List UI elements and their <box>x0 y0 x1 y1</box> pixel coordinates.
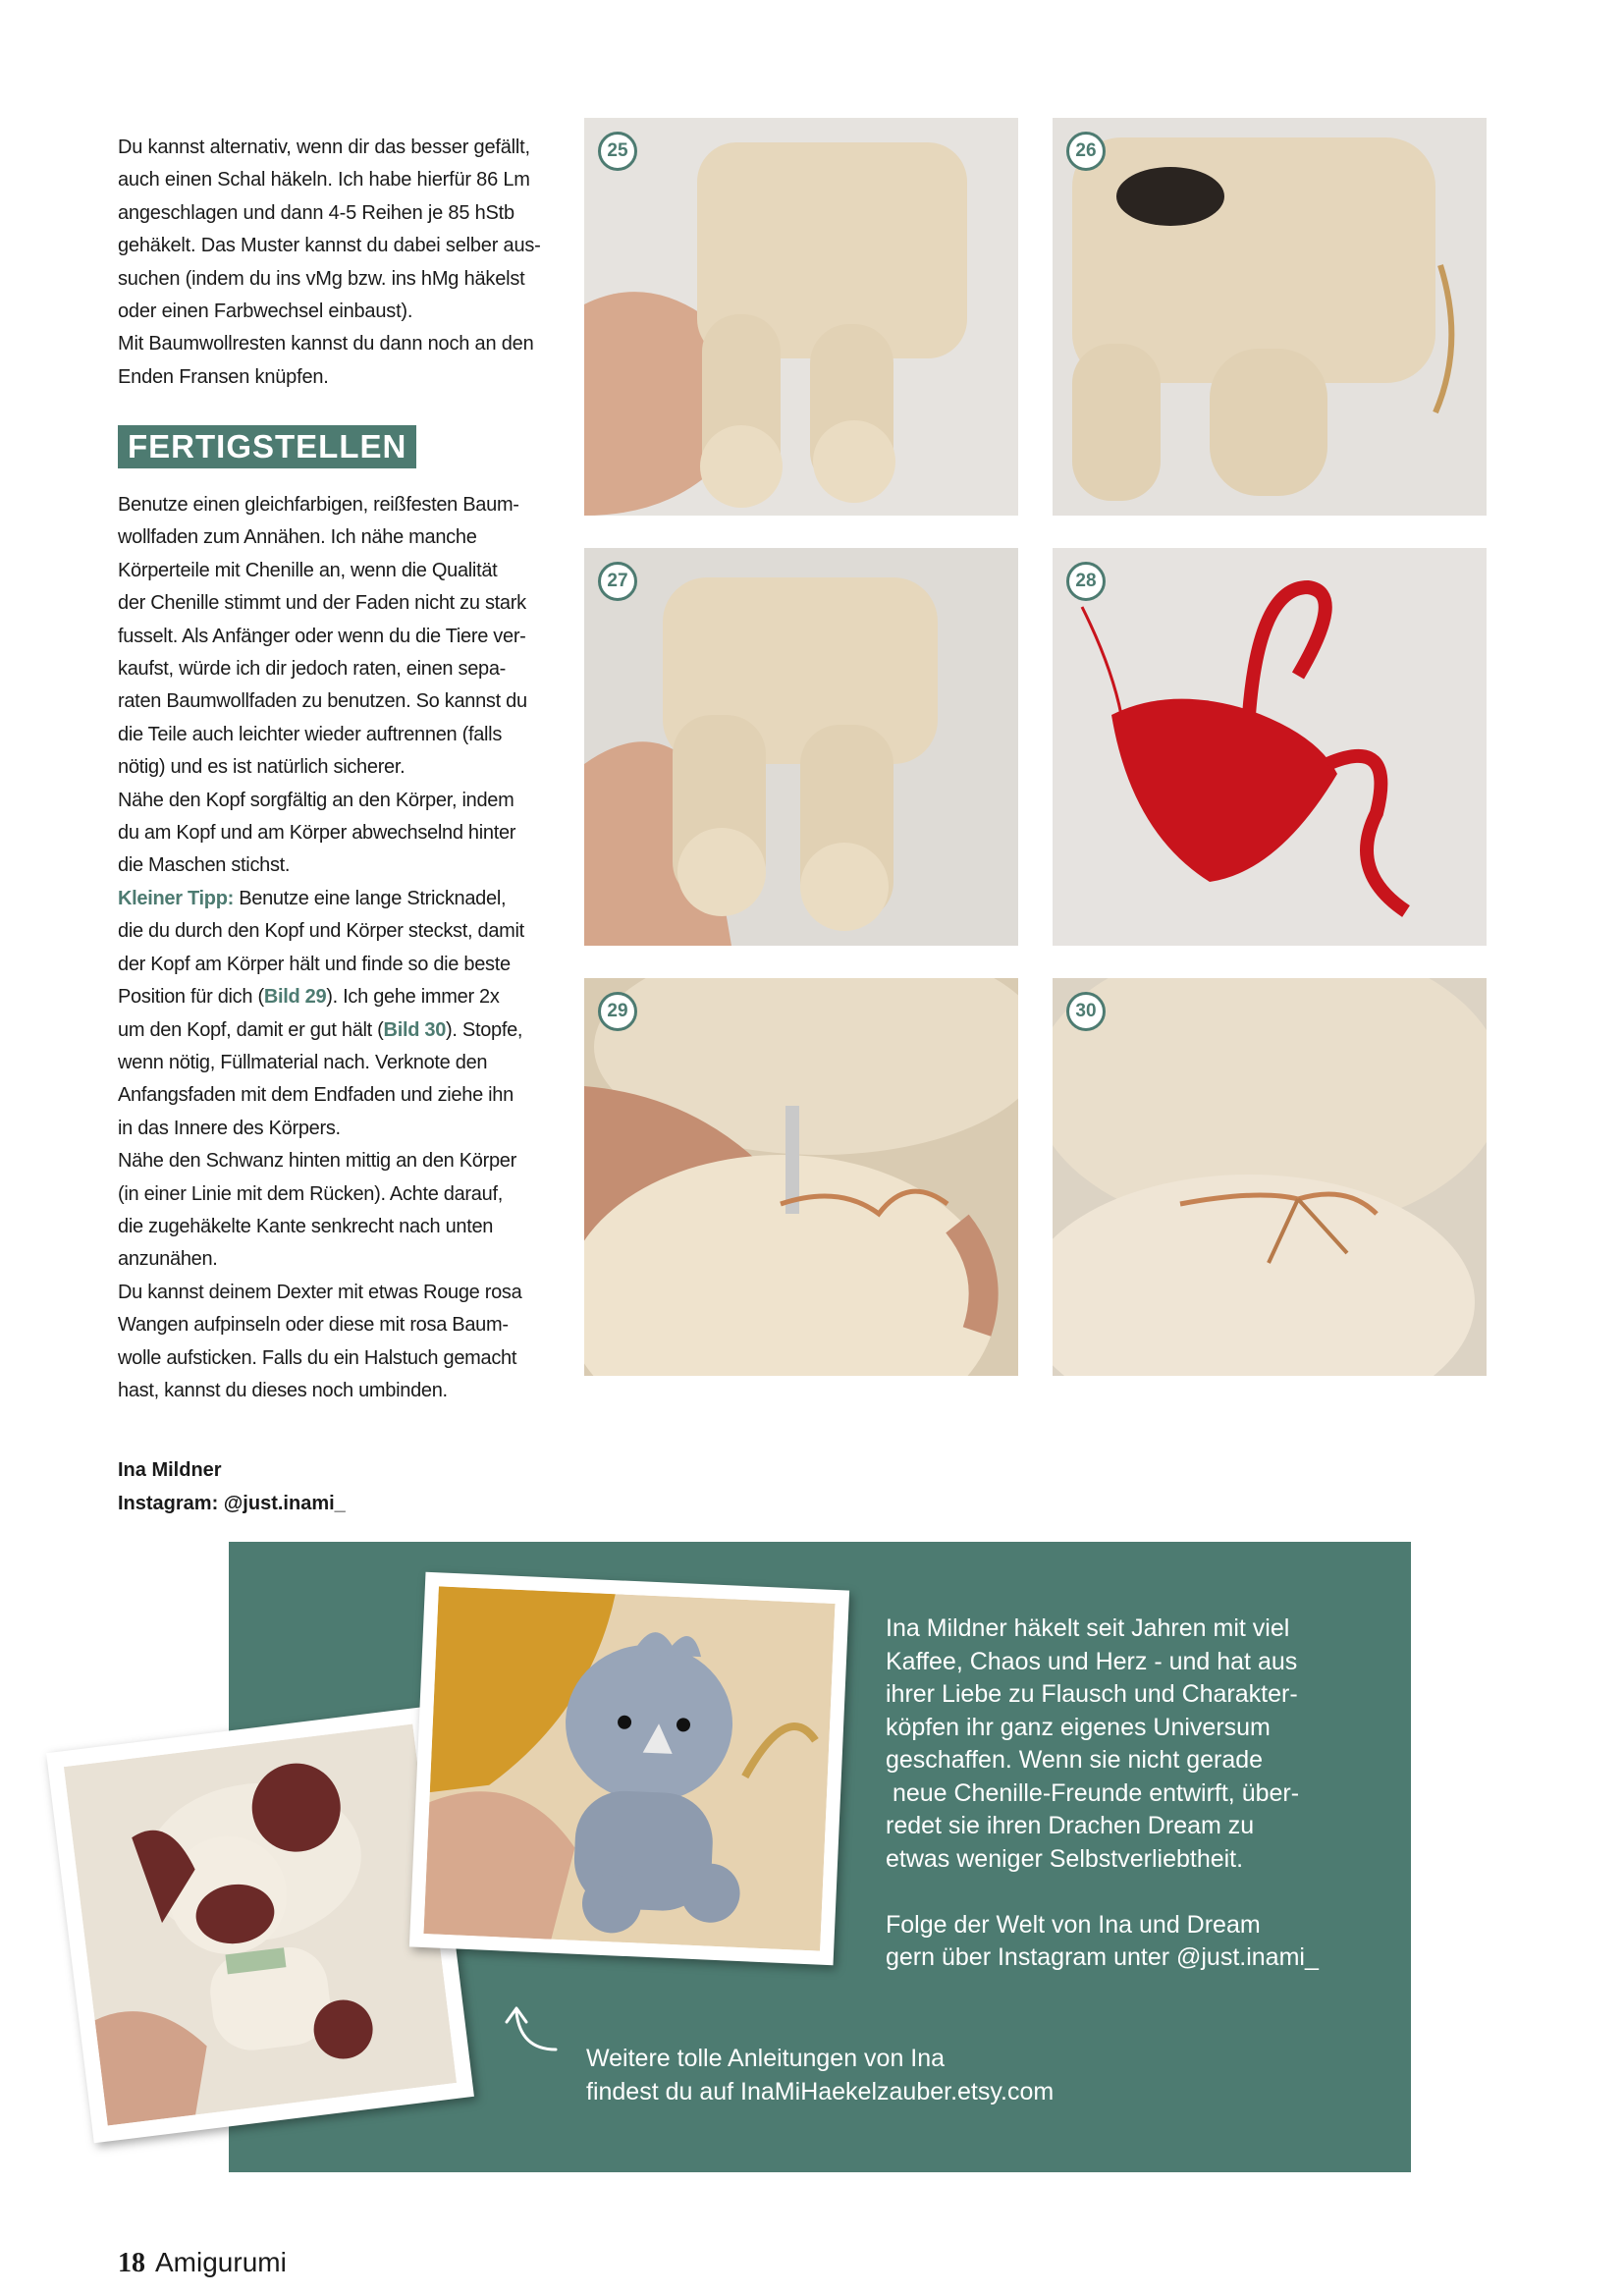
photo-25-image <box>584 118 1018 516</box>
bio-paragraph <box>886 1613 1347 1876</box>
photo-29 <box>584 978 1018 1376</box>
body-line: Benutze einen gleichfarbigen, reißfesten Baum- <box>118 494 519 516</box>
author-credit <box>118 1453 346 1520</box>
dog-amigurumi-image <box>64 1724 457 2126</box>
bio-line: redet sie ihren Drachen Dream zu <box>886 1812 1255 1839</box>
body-line: Nähe den Schwanz hinten mittig an den Körper <box>118 1150 516 1173</box>
intro-line: Enden Fransen knüpfen. <box>118 365 329 388</box>
body-line: fusselt. Als Anfänger oder wenn du die Tiere ver- <box>118 625 526 647</box>
photo-28 <box>1053 548 1487 946</box>
intro-line: gehäkelt. Das Muster kannst du dabei selber aus- <box>118 235 541 257</box>
intro-line: auch einen Schal häkeln. Ich habe hierfür 86 Lm <box>118 169 530 191</box>
photo-number-badge: 26 <box>1066 132 1106 171</box>
body-line: du am Kopf und am Körper abwechselnd hinter <box>118 822 516 845</box>
photo-number-badge: 25 <box>598 132 637 171</box>
body-line: nötig) und es ist natürlich sicherer. <box>118 756 406 779</box>
bio-line: neue Chenille-Freunde entwirft, über- <box>886 1778 1300 1807</box>
more-line: Weitere tolle Anleitungen von Ina <box>586 2045 946 2072</box>
photo-27-image <box>584 548 1018 946</box>
section-heading: FERTIGSTELLEN <box>118 425 416 468</box>
photo-30 <box>1053 978 1487 1376</box>
body-line: raten Baumwollfaden zu benutzen. So kannst du <box>118 690 527 713</box>
bild-29-ref: Bild 29 <box>263 986 327 1009</box>
magazine-name: Amigurumi <box>155 2247 287 2277</box>
bio-paragraph <box>886 1909 1347 1975</box>
tip-text: ). Stopfe, <box>446 1018 523 1041</box>
author-bio <box>886 1613 1347 2007</box>
intro-line: angeschlagen und dann 4-5 Reihen je 85 hStb <box>118 201 514 224</box>
photo-25 <box>584 118 1018 516</box>
body-line: in das Innere des Körpers. <box>118 1117 341 1139</box>
tip-label: Kleiner Tipp: <box>118 887 234 909</box>
body-line: die Maschen stichst. <box>118 854 291 877</box>
body-line: die du durch den Kopf und Körper steckst, damit <box>118 920 524 943</box>
photo-number-badge: 30 <box>1066 992 1106 1031</box>
tip-text: Position für dich ( <box>118 986 264 1009</box>
body-line: wenn nötig, Füllmaterial nach. Verknote den <box>118 1051 488 1073</box>
body-line: Körperteile mit Chenille an, wenn die Qualität <box>118 559 498 581</box>
rhino-amigurumi-image <box>423 1586 835 1950</box>
etsy-shop-link: findest du auf InaMiHaekelzauber.etsy.com <box>586 2077 1055 2105</box>
tip-line <box>118 883 555 915</box>
body-line: Du kannst deinem Dexter mit etwas Rouge rosa <box>118 1281 522 1303</box>
bio-line: Kaffee, Chaos und Herz - und hat aus <box>886 1647 1298 1675</box>
tip-line <box>118 981 555 1013</box>
page-footer <box>118 2246 287 2280</box>
tip-text: um den Kopf, damit er gut hält ( <box>118 1018 384 1041</box>
intro-text <box>118 132 555 394</box>
bio-line: Ina Mildner häkelt seit Jahren mit viel <box>886 1614 1290 1642</box>
author-name: Ina Mildner <box>118 1459 222 1481</box>
bild-30-ref: Bild 30 <box>383 1018 447 1041</box>
body-line: (in einer Linie mit dem Rücken). Achte darauf, <box>118 1182 503 1205</box>
intro-line: oder einen Farbwechsel einbaust). <box>118 301 413 323</box>
curved-arrow-icon <box>499 1998 568 2057</box>
bio-line: ihrer Liebe zu Flausch und Charakter- <box>886 1680 1298 1708</box>
tip-text: ). Ich gehe immer 2x <box>326 986 500 1009</box>
bio-line: gern über Instagram unter @just.inami_ <box>886 1943 1319 1971</box>
photo-27 <box>584 548 1018 946</box>
photo-number-badge: 29 <box>598 992 637 1031</box>
bio-line: köpfen ihr ganz eigenes Universum <box>886 1713 1271 1741</box>
photo-30-image <box>1053 978 1487 1376</box>
intro-line: Du kannst alternativ, wenn dir das besser gefällt, <box>118 137 530 158</box>
body-line: Nähe den Kopf sorgfältig an den Körper, indem <box>118 789 514 811</box>
bio-line: Folge der Welt von Ina und Dream <box>886 1910 1261 1939</box>
author-instagram: Instagram: @just.inami_ <box>118 1493 346 1514</box>
photo-29-image <box>584 978 1018 1376</box>
body-line: kaufst, würde ich dir jedoch raten, einen sepa- <box>118 658 507 681</box>
intro-line: suchen (indem du ins vMg bzw. ins hMg häkelst <box>118 267 525 290</box>
more-patterns-note <box>586 2043 1054 2108</box>
body-line: wolle aufsticken. Falls du ein Halstuch gemacht <box>118 1346 517 1369</box>
photo-28-image <box>1053 548 1487 946</box>
body-line: Anfangsfaden mit dem Endfaden und ziehe ihn <box>118 1084 514 1107</box>
polaroid-rhino <box>409 1572 849 1965</box>
photo-number-badge: 27 <box>598 562 637 601</box>
page-number: 18 <box>118 2248 145 2278</box>
bio-line: etwas weniger Selbstverliebtheit. <box>886 1844 1244 1873</box>
tip-text: Benutze eine lange Stricknadel, <box>233 887 507 909</box>
photo-26 <box>1053 118 1487 516</box>
bio-line: geschaffen. Wenn sie nicht gerade <box>886 1746 1264 1774</box>
body-line: der Chenille stimmt und der Faden nicht zu stark <box>118 592 526 615</box>
body-line: Wangen aufpinseln oder diese mit rosa Baum- <box>118 1314 509 1337</box>
photo-26-image <box>1053 118 1487 516</box>
body-line: die Teile auch leichter wieder auftrennen (falls <box>118 723 503 745</box>
body-line: die zugehäkelte Kante senkrecht nach unten <box>118 1215 494 1237</box>
photo-number-badge: 28 <box>1066 562 1106 601</box>
body-line: anzunähen. <box>118 1248 218 1271</box>
body-line: wollfaden zum Annähen. Ich nähe manche <box>118 526 477 549</box>
body-line: hast, kannst du dieses noch umbinden. <box>118 1379 448 1401</box>
intro-line: Mit Baumwollresten kannst du dann noch an den <box>118 333 534 355</box>
instructions-text <box>118 489 555 1407</box>
body-line: der Kopf am Körper hält und finde so die beste <box>118 953 511 975</box>
tip-line <box>118 1014 555 1047</box>
